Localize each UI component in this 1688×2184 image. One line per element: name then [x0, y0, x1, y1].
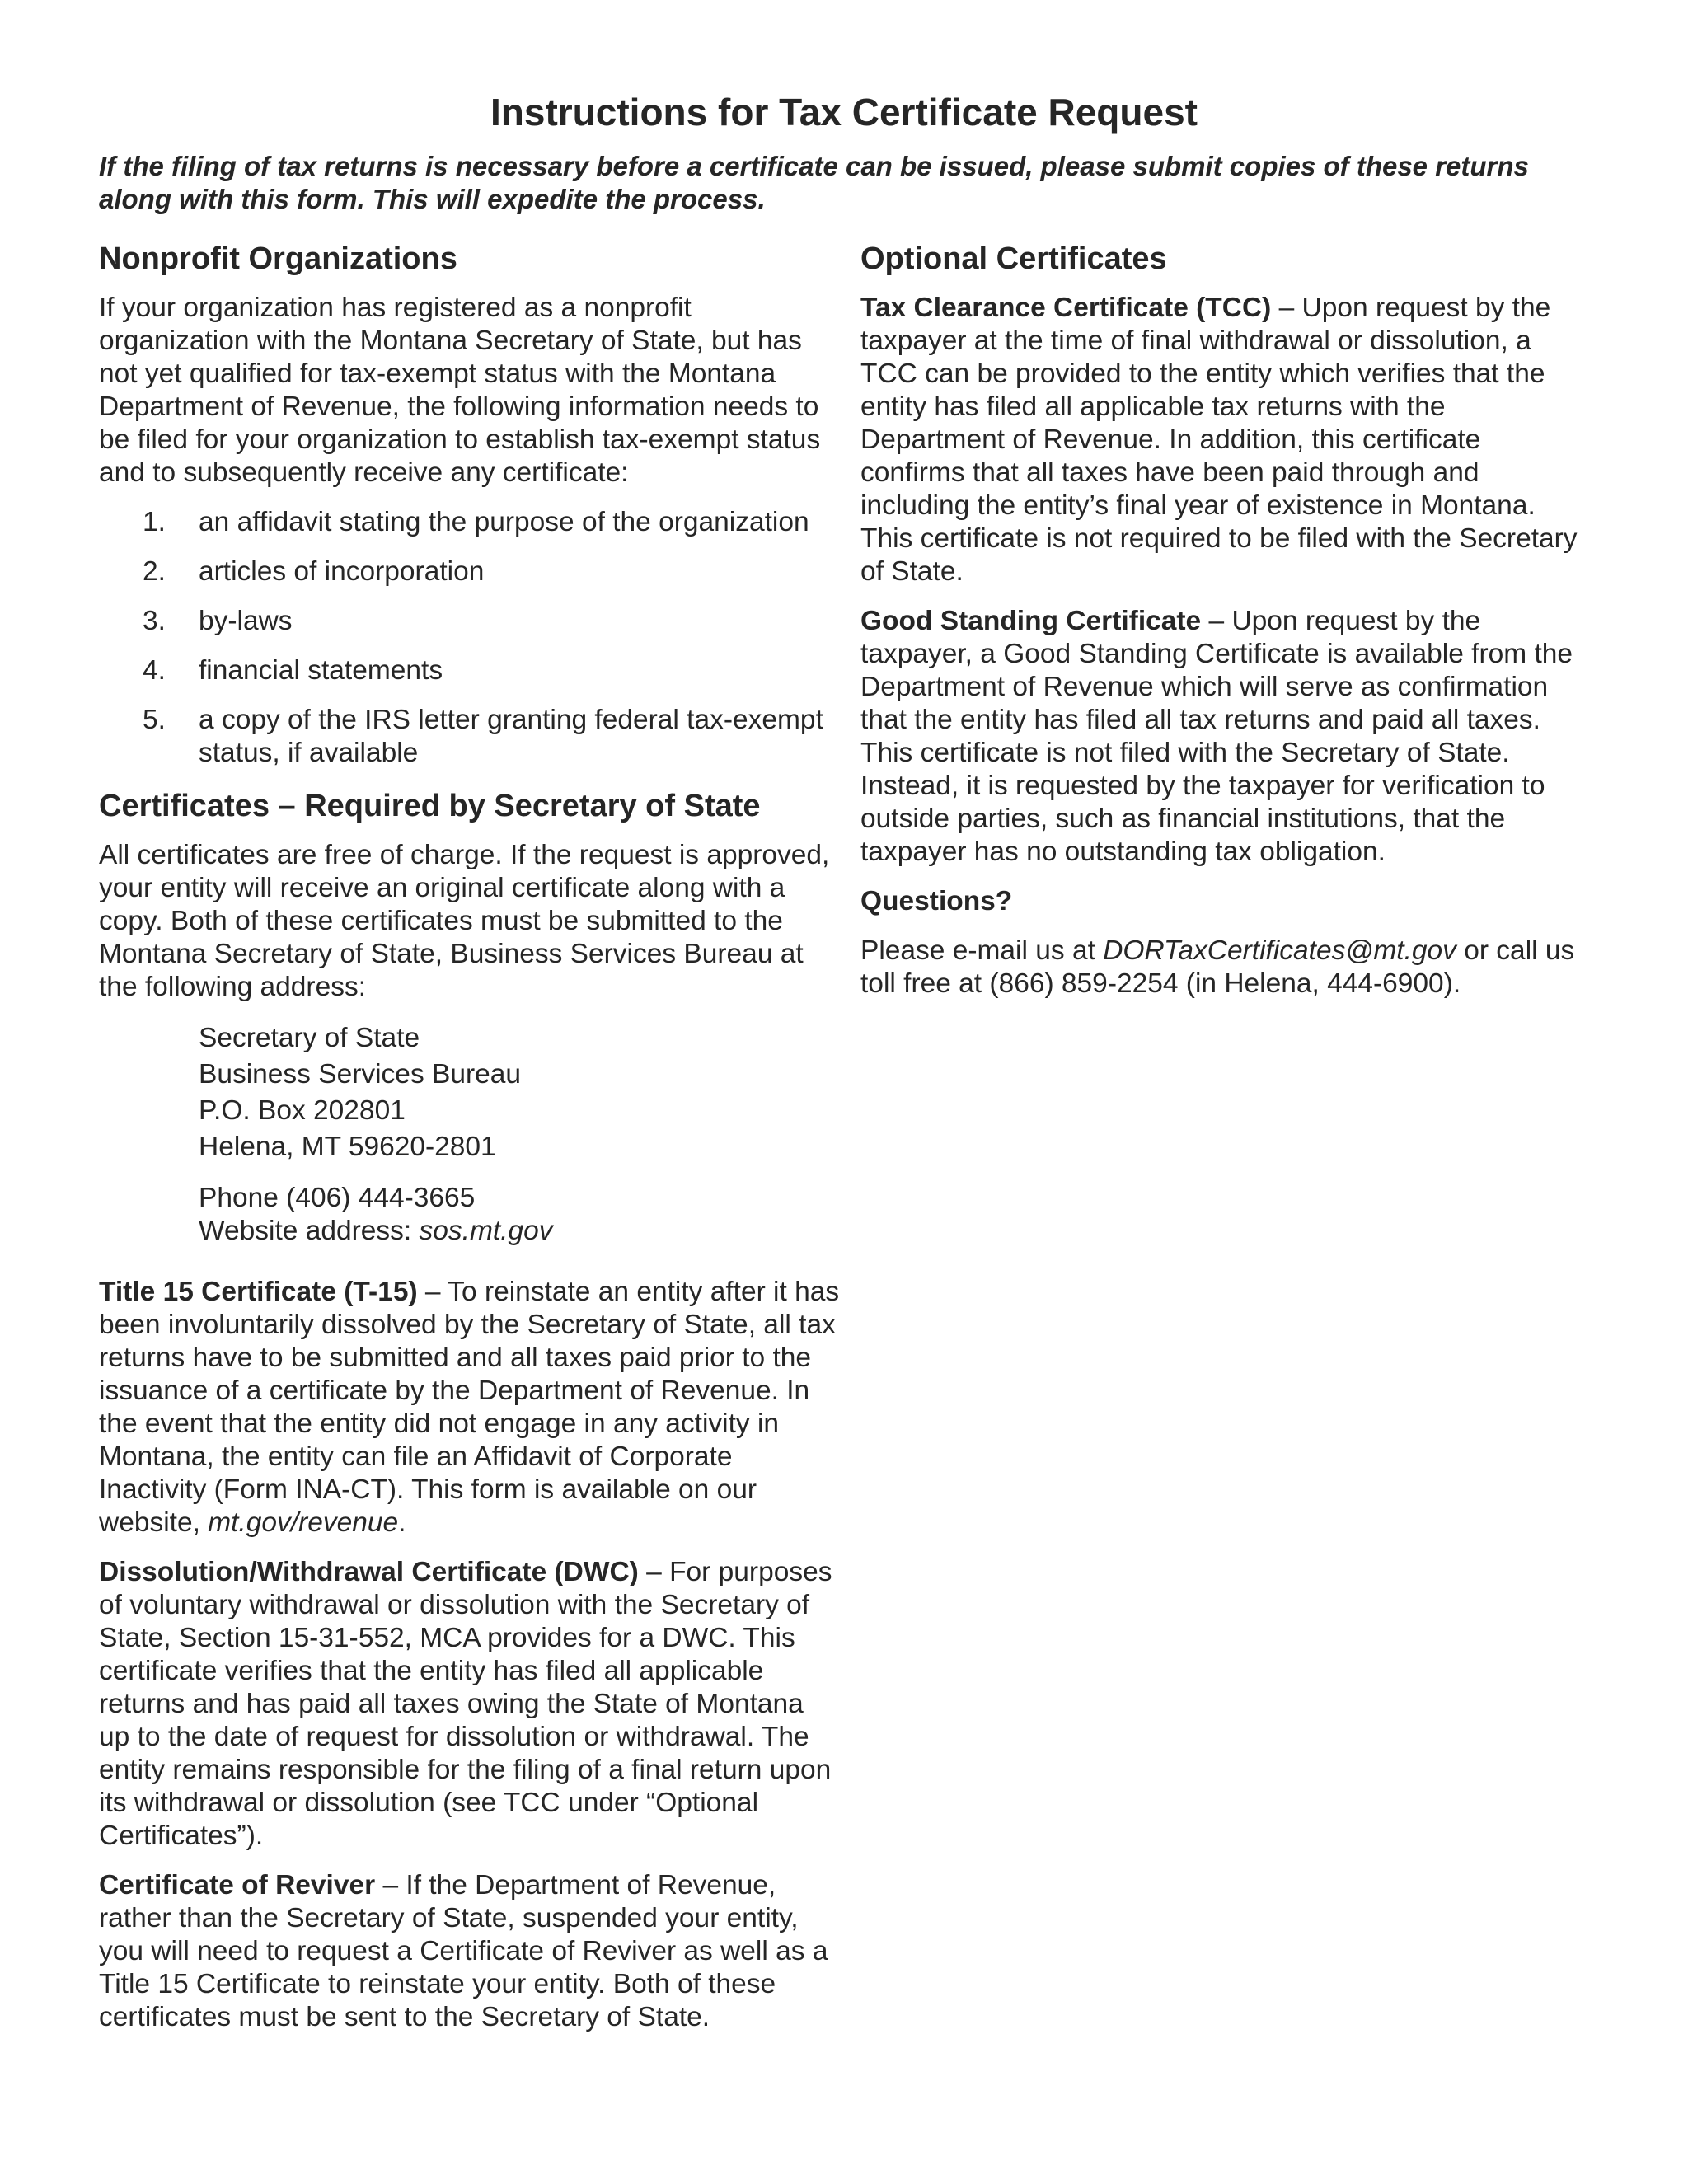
list-item	[99, 605, 841, 638]
list-item	[99, 654, 841, 687]
questions-heading: Questions?	[860, 886, 1013, 916]
t15-paragraph	[99, 1276, 841, 1540]
address-line: Secretary of State	[199, 1023, 420, 1053]
required-certificates-intro: All certificates are free of charge. If the request is approved, your entity will receive an original certificate along with a copy. Both of these certificates must be submitted to the Montana Secretary of State, Business Services Bureau at the following address:	[99, 840, 830, 1002]
left-column	[99, 239, 841, 2050]
mailing-address	[99, 1020, 841, 1165]
sos-phone: Phone (406) 444-3665	[199, 1183, 476, 1213]
required-documents-list	[99, 506, 841, 770]
list-item	[99, 555, 841, 588]
list-item-text: by-laws	[199, 606, 293, 636]
address-line: Helena, MT 59620-2801	[199, 1132, 496, 1162]
dwc-label: Dissolution/Withdrawal Certificate (DWC)	[99, 1557, 639, 1587]
optional-certificates-heading: Optional Certificates	[860, 241, 1167, 276]
t15-label: Title 15 Certificate (T-15)	[99, 1277, 418, 1307]
nonprofit-intro: If your organization has registered as a nonprofit organization with the Montana Secretary of State, but has not yet qualified for tax-exempt status with the Montana Department of Revenue, the following information needs to be filed for your organization to establish tax-exempt status and to subsequently receive any certificate:	[99, 293, 821, 488]
required-certificates-heading: Certificates – Required by Secretary of State	[99, 789, 761, 823]
list-item	[99, 506, 841, 539]
list-item-number: 1.	[143, 507, 166, 537]
reviver-paragraph	[99, 1869, 841, 2034]
list-item-number: 5.	[143, 705, 166, 735]
t15-end: .	[398, 1507, 406, 1538]
t15-text: – To reinstate an entity after it has been involuntarily dissolved by the Secretary of State, all tax returns have to be submitted and all taxes paid prior to the issuance of a certificate by the Department of Revenue. In the event that the entity did not engage in any activity in Montana, the entity can file an Affidavit of Corporate Inactivity (Form INA-CT). This form is available on our website,	[99, 1277, 840, 1538]
dwc-paragraph	[99, 1556, 841, 1853]
list-item-text: a copy of the IRS letter granting federal tax-exempt status, if available	[199, 705, 823, 768]
sos-contact	[99, 1182, 841, 1248]
tcc-text: – Upon request by the taxpayer at the time of final withdrawal or dissolution, a TCC can be provided to the entity which verifies that the entity has filed all applicable tax returns with the Department of Revenue. In addition, this certificate confirms that all taxes have been paid through and including the entity’s final year of existence in Montana. This certificate is not required to be filed with the Secretary of State.	[860, 293, 1578, 587]
list-item-text: an affidavit stating the purpose of the organization	[199, 507, 809, 537]
address-line: Business Services Bureau	[199, 1059, 522, 1090]
dor-email-link[interactable]: DORTaxCertificates@mt.gov	[1103, 935, 1456, 966]
list-item-text: articles of incorporation	[199, 556, 485, 587]
address-line: P.O. Box 202801	[199, 1095, 406, 1126]
questions-section	[860, 885, 1586, 1001]
list-item-number: 3.	[143, 606, 166, 636]
dwc-text: – For purposes of voluntary withdrawal or dissolution with the Secretary of State, Section 15-31-552, MCA provides for a DWC. This certificate verifies that the entity has filed all applicable returns and has paid all taxes owing the State of Montana up to the date of request for dissolution or withdrawal. The entity remains responsible for the filing of a final return upon its withdrawal or dissolution (see TCC under “Optional Certificates”).	[99, 1557, 832, 1851]
optional-certificates-section	[860, 239, 1586, 869]
right-column	[860, 239, 1586, 1017]
questions-post: or call us toll free at (866) 859-2254 (in Helena, 444-6900).	[860, 935, 1575, 999]
good-standing-text: – Upon request by the taxpayer, a Good Standing Certificate is available from the Department of Revenue which will serve as confirmation that the entity has filed all tax returns and paid all taxes. This certificate is not filed with the Secretary of State. Instead, it is requested by the taxpayer for verification to outside parties, such as financial institutions, that the taxpayer has no outstanding tax obligation.	[860, 606, 1573, 867]
list-item	[99, 704, 841, 770]
questions-pre: Please e-mail us at	[860, 935, 1104, 966]
good-standing-paragraph	[860, 605, 1586, 869]
reviver-text: – If the Department of Revenue, rather than the Secretary of State, suspended your entity, you will need to request a Certificate of Reviver as well as a Title 15 Certificate to reinstate your entity. Both of these certificates must be sent to the Secretary of State.	[99, 1870, 828, 2032]
revenue-website-link[interactable]: mt.gov/revenue	[208, 1507, 399, 1538]
list-item-number: 2.	[143, 556, 166, 587]
reviver-label: Certificate of Reviver	[99, 1870, 376, 1900]
page-subtitle: If the filing of tax returns is necessary before a certificate can be issued, please submit copies of these returns along with this form. This will expedite the process.	[99, 151, 1529, 214]
required-certificates-section	[99, 786, 841, 2034]
nonprofit-heading: Nonprofit Organizations	[99, 241, 457, 276]
sos-website-label: Website address:	[199, 1216, 420, 1246]
nonprofit-section	[99, 239, 841, 770]
page-title: Instructions for Tax Certificate Request	[490, 91, 1198, 134]
list-item-number: 4.	[143, 655, 166, 686]
sos-website-line	[199, 1215, 841, 1248]
tcc-label: Tax Clearance Certificate (TCC)	[860, 293, 1272, 323]
questions-paragraph	[860, 935, 1586, 1001]
tcc-paragraph	[860, 292, 1586, 588]
good-standing-label: Good Standing Certificate	[860, 606, 1202, 636]
sos-website-link[interactable]: sos.mt.gov	[419, 1216, 553, 1246]
list-item-text: financial statements	[199, 655, 443, 686]
